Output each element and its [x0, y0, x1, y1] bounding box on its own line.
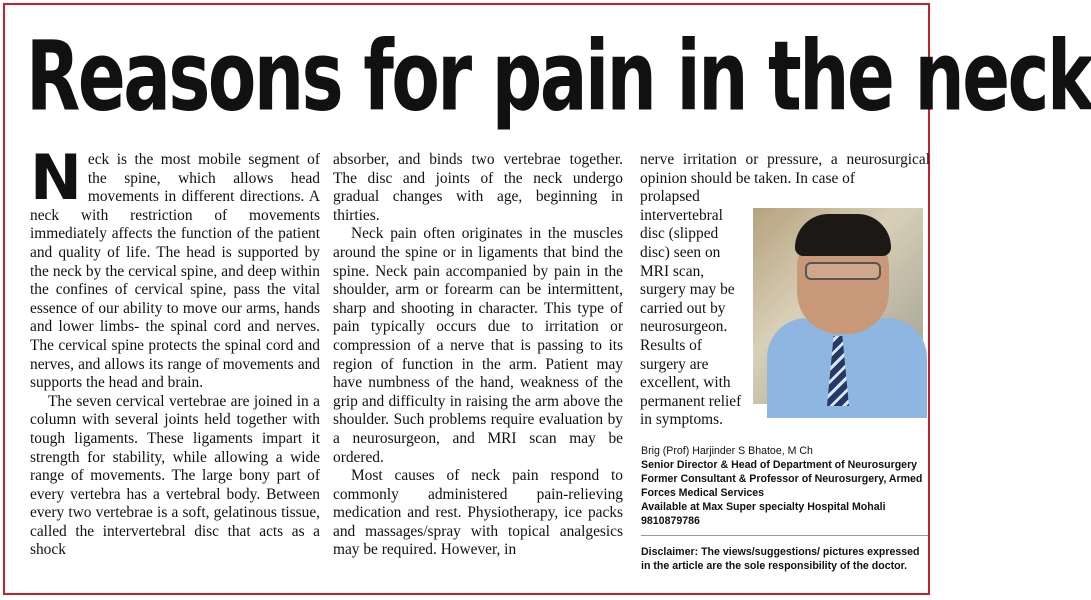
author-line: Former Consultant & Professor of Neurosurgery, Armed: [641, 473, 923, 485]
paragraph: Most causes of neck pain respond to commonly administered pain-relieving medication and rest. Physiotherapy, ice packs and massages/spray with topical analgesics may be required. However, in: [333, 467, 623, 559]
author-phone: 9810879786: [641, 515, 700, 527]
author-line: Available at Max Super specialty Hospital Mohali: [641, 501, 886, 513]
author-block: [641, 444, 926, 528]
disclaimer-label: Disclaimer:: [641, 546, 699, 558]
author-line: Senior Director & Head of Department of Neurosurgery: [641, 459, 918, 471]
headline: Reasons for pain in the neck: [26, 20, 1091, 133]
author-photo: [753, 208, 923, 404]
column-1: [30, 141, 320, 560]
paragraph: [30, 141, 320, 393]
author-line: Forces Medical Services: [641, 487, 765, 499]
paragraph: Neck pain often originates in the muscles around the spine or in ligaments that bind the spine. Neck pain accompanied by pain in the shoulder, arm or forearm can be intermittent, sharp and shooting in character. This type of pain typically occurs due to irritation or compression of a nerve that is passing to its region of function in the arm. Patient may have numbness of the hand, weakness of the grip and difficulty in raising the arm above the shoulder. Such problems require evaluation by a neurosurgeon, and MRI scan may be ordered.: [333, 225, 623, 466]
disclaimer: [641, 545, 929, 573]
drop-cap: N: [30, 141, 82, 214]
paragraph: nerve irritation or pressure, a neurosurgical opinion should be taken. In case of: [640, 151, 930, 187]
photo-hair: [795, 214, 891, 256]
divider: [641, 535, 928, 536]
column-2: [333, 151, 623, 560]
paragraph: prolapsed intervertebral disc (slipped disc) seen on MRI scan, surgery may be carried out by neurosurgeon. Results of surgery are excellent, with permanent relief in symptoms.: [640, 188, 742, 429]
author-name: Brig (Prof) Harjinder S Bhatoe, M Ch: [641, 445, 813, 457]
paragraph-text: eck is the most mobile segment of the spine, which allows head movements in different directions. A neck with restriction of movements immediately affects the function of the patient and quality of life. The head is supported by the neck by the cervical spine, and deep within the confines of cervical spine, pass the vital essence of our ability to move our arms, hands and lower limbs- the spinal cord and nerves. The cervical spine protects the spinal cord and nerves, and allows its range of movements and supports the head and brain.: [30, 151, 320, 392]
photo-glasses: [805, 262, 881, 280]
disclaimer-text: The views/suggestions/ pictures expressed in the article are the sole responsibility of the doctor.: [641, 546, 920, 572]
paragraph: absorber, and binds two vertebrae together. The disc and joints of the neck undergo gradual changes with age, beginning in thirties.: [333, 151, 623, 224]
paragraph: The seven cervical vertebrae are joined in a column with several joints held together with tough ligaments. These ligaments impart it strength for stability, while allowing a wide range of movements. The large bony part of every vertebra has a vertebral body. Between every two vertebrae is a soft, gelatinous tissue, called the intervertebral disc that acts as a shock: [30, 392, 320, 559]
